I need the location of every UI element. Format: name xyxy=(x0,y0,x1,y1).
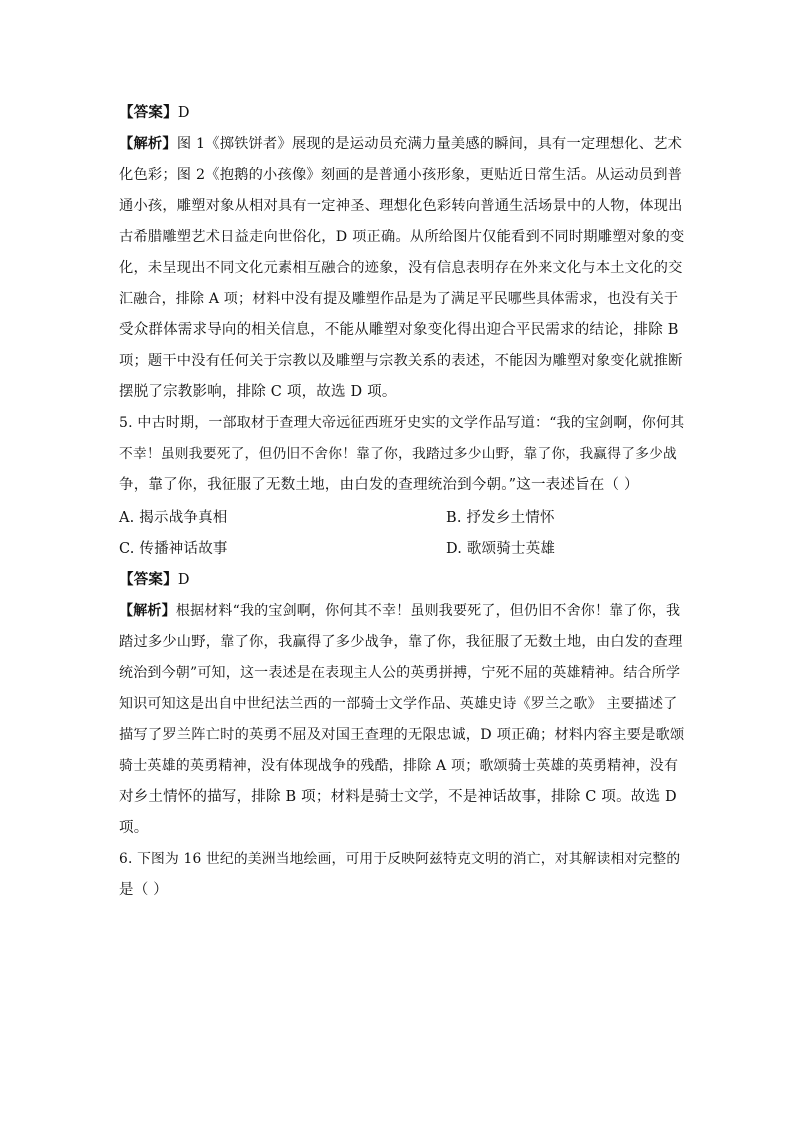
q4-analysis-line-4: 古希腊雕塑艺术日益走向世俗化，D 项正确。从所给图片仅能看到不同时期雕塑对象的变 xyxy=(119,229,685,245)
q5-stem-line-2: 不幸！虽则我要死了，但仍旧不舍你！靠了你，我踏过多少山野，靠了你，我赢得了多少战 xyxy=(119,446,678,462)
q5-stem-line-1: 5. 中古时期，一部取材于查理大帝远征西班牙史实的文学作品写道：“我的宝剑啊，你何其 xyxy=(119,415,685,431)
answer-value: D xyxy=(177,572,190,588)
q6-stem-line-1: 6. 下图为 16 世纪的美洲当地绘画，可用于反映阿兹特克文明的消亡，对其解读相对完整的 xyxy=(119,851,681,867)
q4-answer-line xyxy=(119,103,190,123)
q5-option-d: D. 歌颂骑士英雄 xyxy=(446,541,556,557)
q5-analysis-line-2: 踏过多少山野，靠了你，我赢得了多少战争，靠了你，我征服了无数土地，由白发的查理 xyxy=(119,634,683,650)
answer-tag: 【答案】 xyxy=(119,104,178,121)
q5-analysis-line-5: 描写了罗兰阵亡时的英勇不屈及对国王查理的无限忠诚，D 项正确；材料内容主要是歌颂 xyxy=(119,727,685,743)
answer-value: D xyxy=(177,105,190,121)
q5-analysis-line-3: 统治到今朝”可知，这一表述是在表现主人公的英勇拼搏，宁死不屈的英雄精神。结合所学 xyxy=(119,665,681,681)
q5-analysis-line-6: 骑士英雄的英勇精神，没有体现战争的残酷，排除 A 项；歌颂骑士英雄的英勇精神，没有 xyxy=(119,758,679,774)
q5-analysis-line-7: 对乡土情怀的描写，排除 B 项；材料是骑士文学，不是神话故事，排除 C 项。故选 D xyxy=(119,789,677,805)
q4-analysis-line-9: 摆脱了宗教影响，排除 C 项，故选 D 项。 xyxy=(119,384,397,400)
q5-option-c: C. 传播神话故事 xyxy=(119,541,228,557)
answer-tag: 【答案】 xyxy=(119,571,178,588)
analysis-tag: 【解析】 xyxy=(119,603,176,619)
q5-analysis-line-1 xyxy=(119,601,680,621)
q5-analysis-line-8: 项。 xyxy=(119,820,149,836)
analysis-text: 根据材料“我的宝剑啊，你何其不幸！虽则我要死了，但仍旧不舍你！靠了你，我 xyxy=(175,603,681,619)
q5-analysis-line-4: 知识可知这是出自中世纪法兰西的一部骑士文学作品、英雄史诗《罗兰之歌》 主要描述了 xyxy=(119,696,678,712)
q5-option-b: B. 抒发乡土情怀 xyxy=(446,510,555,526)
q4-analysis-line-6: 汇融合，排除 A 项；材料中没有提及雕塑作品是为了满足平民哪些具体需求，也没有关于 xyxy=(119,291,679,307)
q4-analysis-line-8: 项；题干中没有任何关于宗教以及雕塑与宗教关系的表述，不能因为雕塑对象变化就推断 xyxy=(119,353,683,369)
q6-stem-line-2: 是（ ） xyxy=(119,882,168,898)
q5-option-a: A. 揭示战争真相 xyxy=(119,510,228,526)
q4-analysis-line-7: 受众群体需求导向的相关信息，不能从雕塑对象变化得出迎合平民需求的结论，排除 B xyxy=(119,322,679,338)
q4-analysis-line-5: 化，未呈现出不同文化元素相互融合的迹象，没有信息表明存在外来文化与本土文化的交 xyxy=(119,260,683,276)
analysis-text: 图 1《掷铁饼者》展现的是运动员充满力量美感的瞬间，具有一定理想化、艺术 xyxy=(176,136,683,152)
q4-analysis-line-3: 通小孩，雕塑对象从相对具有一定神圣、理想化色彩转向普通生活场景中的人物，体现出 xyxy=(119,198,683,214)
q4-analysis-line-2: 化色彩；图 2《抱鹅的小孩像》刻画的是普通小孩形象，更贴近日常生活。从运动员到普 xyxy=(119,167,683,183)
q4-analysis-line-1 xyxy=(119,134,682,154)
q5-stem-line-3: 争，靠了你，我征服了无数土地，由白发的查理统治到今朝。”这一表述旨在（ ） xyxy=(119,477,639,493)
analysis-tag: 【解析】 xyxy=(119,136,177,152)
q5-answer-line xyxy=(119,570,190,590)
